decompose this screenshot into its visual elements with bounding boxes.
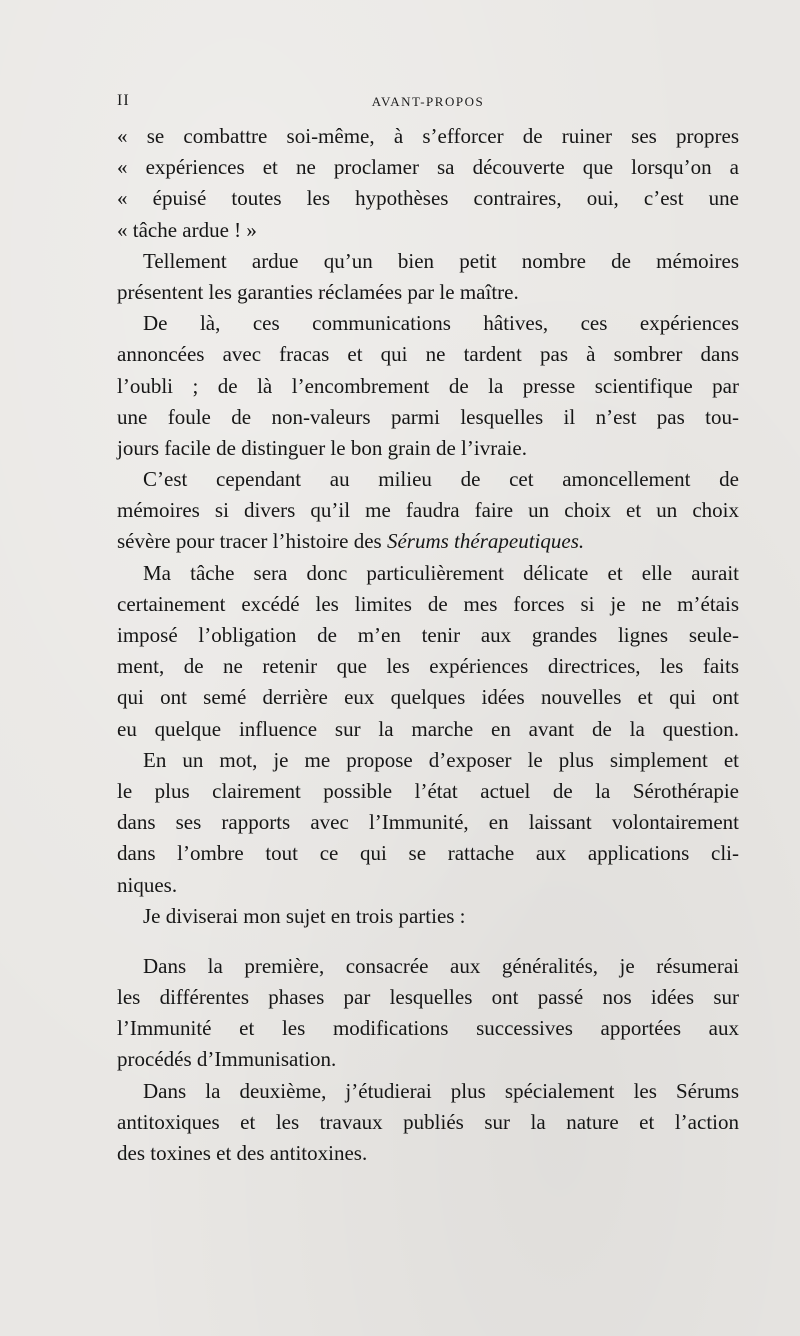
text-line: jours facile de distinguer le bon grain de l’ivraie. [117, 435, 527, 460]
italic-title: Sérums thérapeutiques. [386, 529, 585, 554]
running-head [117, 92, 739, 114]
text-line: annoncées avec fracas et qui ne tardent pas à sombrer dans [117, 342, 739, 367]
text-line: « épuisé toutes les hypothèses contraires, oui, c’est une [117, 186, 739, 211]
text-line: niques. [117, 872, 178, 897]
text-line: « tâche ardue ! » [117, 217, 257, 242]
text-line: Je diviserai mon sujet en trois parties : [143, 903, 466, 928]
text-line: l’oubli ; de là l’encombrement de la presse scientifique par [117, 373, 739, 398]
body-text [117, 121, 739, 1169]
text-line: dans l’ombre tout ce qui se rattache aux applications cli- [117, 841, 739, 866]
text-line: dans ses rapports avec l’Immunité, en laissant volontairement [117, 810, 739, 835]
text-line: « se combattre soi-même, à s’efforcer de ruiner ses propres [117, 124, 739, 148]
text-line: Ma tâche sera donc particulièrement délicate et elle aurait [143, 560, 739, 585]
paragraph-gap [117, 932, 739, 951]
text-line: Dans la deuxième, j’étudierai plus spécialement les Sérums [143, 1078, 739, 1103]
text-segment: sévère pour tracer l’histoire des [117, 529, 382, 554]
text-line: le plus clairement possible l’état actuel de la Sérothérapie [117, 778, 739, 803]
page-number: II [117, 92, 130, 109]
text-line: ment, de ne retenir que les expériences directrices, les faits [117, 654, 739, 679]
text-line: Tellement ardue qu’un bien petit nombre de mémoires [143, 248, 739, 273]
text-line: Dans la première, consacrée aux généralités, je résumerai [143, 953, 739, 978]
running-title: AVANT-PROPOS [371, 94, 485, 109]
text-line: les différentes phases par lesquelles ont passé nos idées sur [117, 985, 739, 1010]
text-line: qui ont semé derrière eux quelques idées nouvelles et qui ont [117, 685, 739, 710]
text-line: « expériences et ne proclamer sa découverte que lorsqu’on a [117, 155, 739, 180]
text-line: certainement excédé les limites de mes forces si je ne m’étais [117, 591, 739, 616]
text-line: imposé l’obligation de m’en tenir aux grandes lignes seule- [117, 623, 739, 647]
text-line: présentent les garanties réclamées par le maître. [117, 279, 519, 304]
text-line: mémoires si divers qu’il me faudra faire un choix et un choix [117, 498, 739, 523]
text-line [117, 526, 739, 557]
text-line: l’Immunité et les modifications successives apportées aux [117, 1016, 739, 1041]
text-line: une foule de non-valeurs parmi lesquelles il n’est pas tou- [117, 404, 739, 429]
text-line: procédés d’Immunisation. [117, 1047, 337, 1072]
text-line: En un mot, je me propose d’exposer le plus simplement et [143, 747, 739, 772]
text-line: eu quelque influence sur la marche en avant de la question. [117, 716, 739, 741]
text-line: C’est cependant au milieu de cet amoncellement de [143, 467, 739, 492]
text-line: des toxines et des antitoxines. [117, 1141, 368, 1165]
text-line: De là, ces communications hâtives, ces expériences [143, 311, 739, 336]
text-line: antitoxiques et les travaux publiés sur la nature et l’action [117, 1109, 739, 1134]
